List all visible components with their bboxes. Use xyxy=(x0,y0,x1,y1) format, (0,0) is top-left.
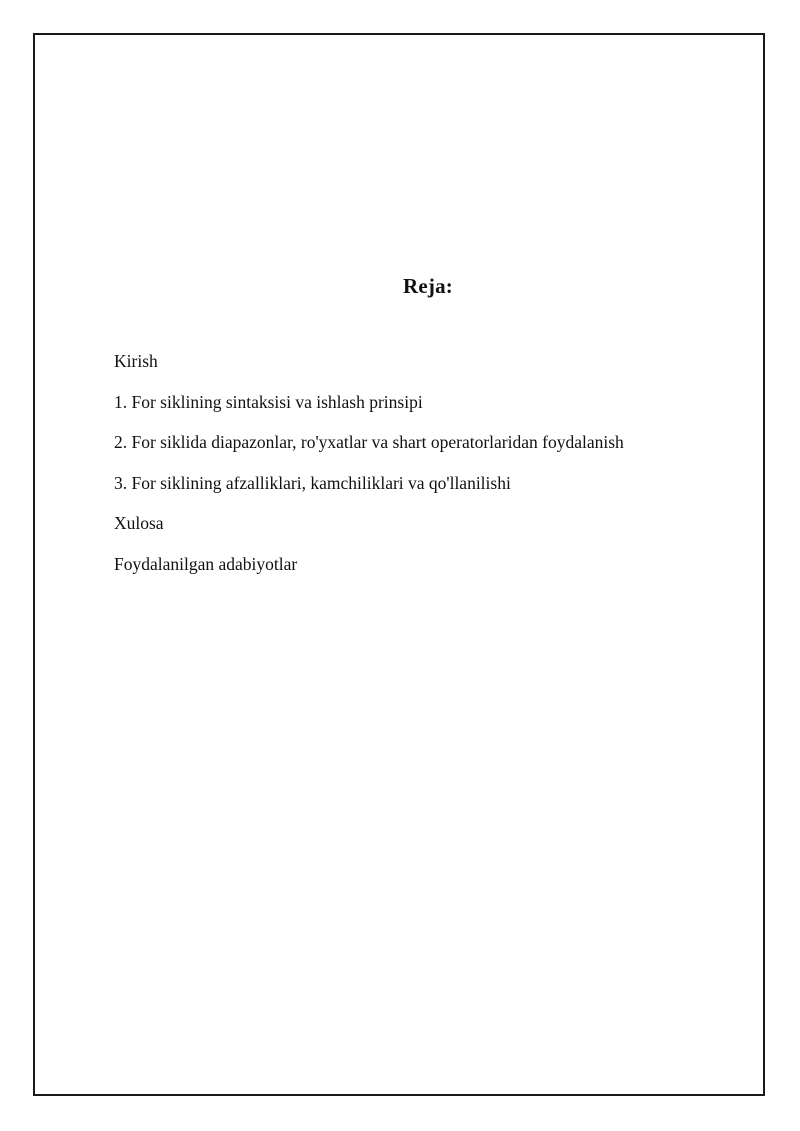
plan-list xyxy=(114,351,624,594)
plan-item-introduction: Kirish xyxy=(114,351,158,371)
plan-item-conclusion: Xulosa xyxy=(114,513,164,533)
plan-item-1: 1. For siklining sintaksisi va ishlash prinsipi xyxy=(114,391,423,412)
plan-item-references: Foydalanilgan adabiyotlar xyxy=(114,553,298,574)
plan-heading: Reja: xyxy=(403,274,453,298)
plan-item-3: 3. For siklining afzalliklari, kamchiliklari va qo'llanilishi xyxy=(114,472,511,493)
plan-item-2: 2. For siklida diapazonlar, ro'yxatlar va shart operatorlaridan foydalanish xyxy=(114,432,624,452)
